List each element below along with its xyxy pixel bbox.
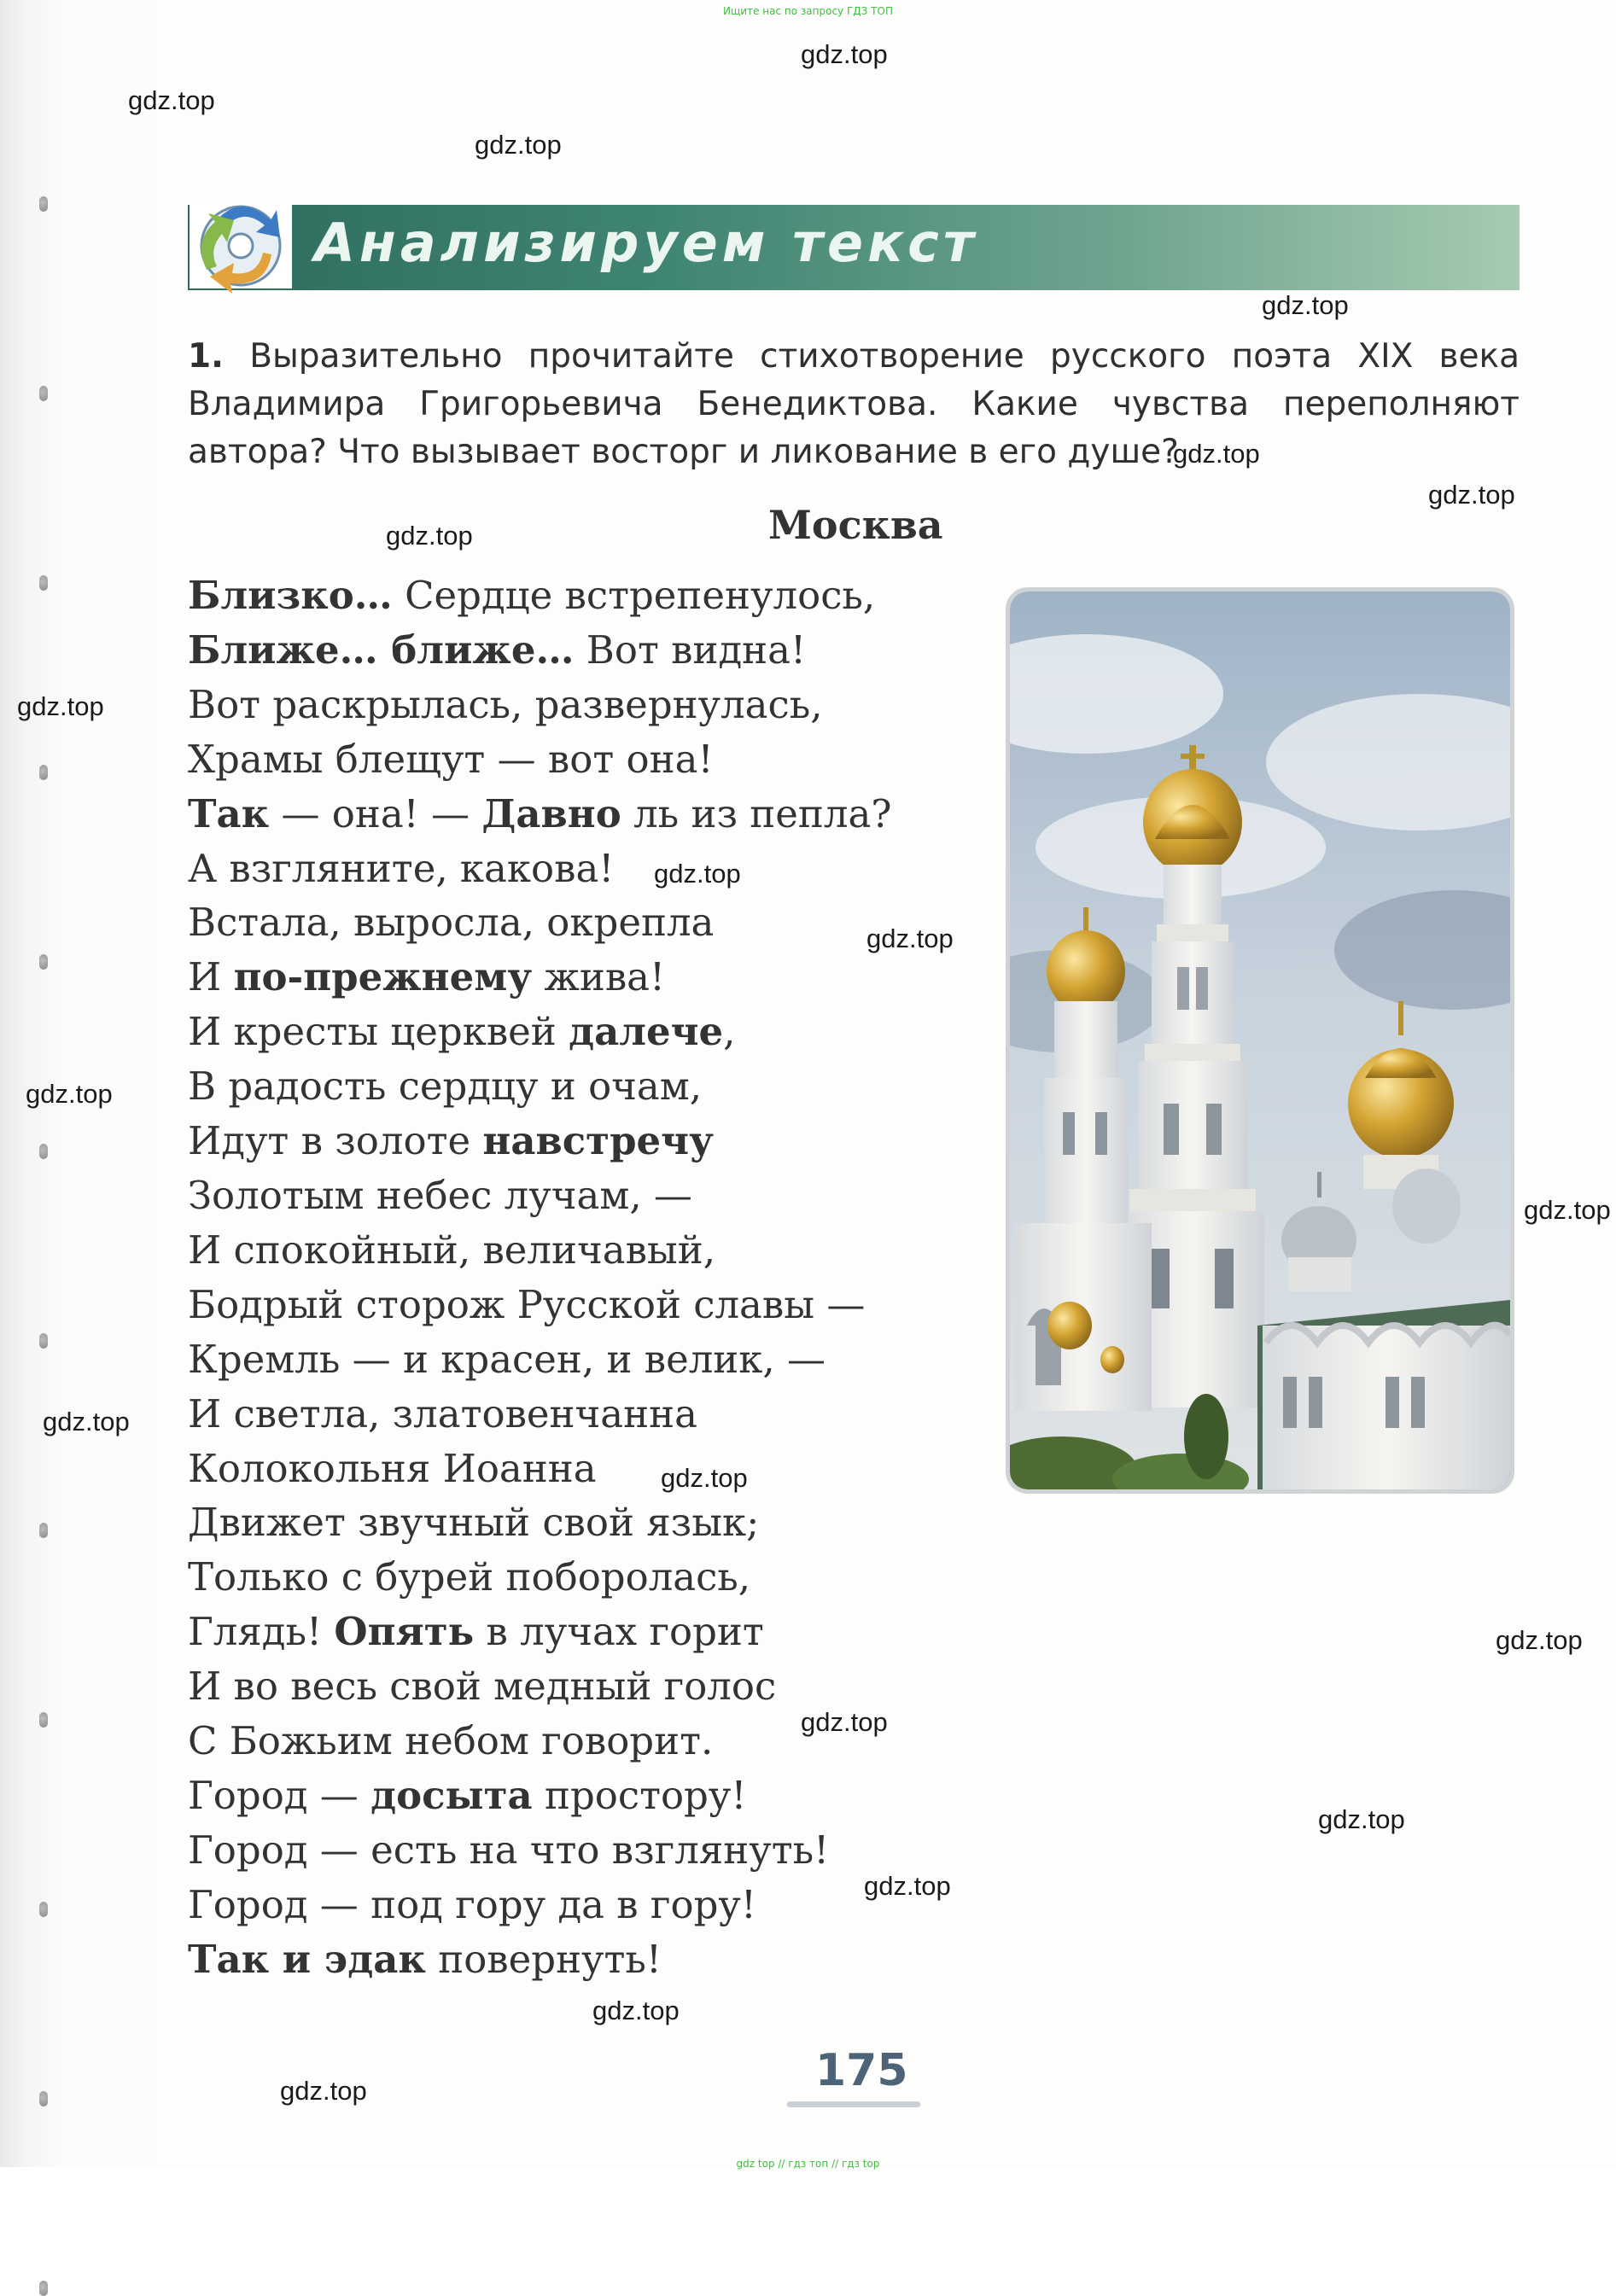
poem-line (188, 1223, 1007, 1278)
binding-hole (39, 1902, 48, 1917)
poem-text: Кремль — и красен, и велик, — (188, 1336, 826, 1382)
watermark: gdz.top (386, 521, 473, 551)
poem-line (188, 1332, 1007, 1387)
poem-line (188, 787, 1007, 842)
watermark: gdz.top (661, 1463, 748, 1493)
binding-hole (39, 954, 48, 970)
poem-line (188, 1659, 1007, 1714)
watermark: gdz.top (17, 691, 104, 721)
poem-line (188, 678, 1007, 732)
watermark: gdz.top (864, 1871, 951, 1901)
poem-line (188, 1605, 1007, 1659)
poem-text: И спокойный, величавый, (188, 1227, 716, 1273)
binding-holes (32, 34, 53, 2066)
watermark: gdz.top (866, 924, 954, 953)
kremlin-photo (1006, 587, 1514, 1494)
poem-text: Храмы блещут — вот она! (188, 736, 714, 782)
poem-text: ль из пепла? (621, 790, 892, 836)
poem-line (188, 1059, 1007, 1114)
poem-line (188, 1114, 1007, 1168)
watermark: gdz.top (475, 130, 562, 160)
binding-hole (39, 1523, 48, 1538)
section-title: Анализируем текст (314, 212, 978, 274)
poem-line (188, 732, 1007, 787)
poem-text: И во весь свой медный голос (188, 1664, 777, 1710)
poem-bold-word: Так (188, 790, 270, 836)
poem-line (188, 1495, 1007, 1550)
poem-bold-word: Ближе… ближе… (188, 626, 575, 673)
binding-hole (39, 575, 48, 591)
binding-hole (39, 2091, 48, 2107)
poem-bold-word: Близко… (188, 573, 393, 618)
poem-text: Город — под гору да в гору! (188, 1881, 756, 1927)
poem-line (188, 1168, 1007, 1223)
binding-hole (39, 386, 48, 401)
poem-text: Город — есть на что взглянуть! (188, 1827, 830, 1873)
poem-title: Москва (768, 502, 943, 548)
poem-text: Идут в золоте (188, 1118, 483, 1164)
poem-text: жива! (532, 954, 666, 1000)
watermark: gdz.top (1262, 290, 1349, 320)
binding-hole (39, 765, 48, 780)
poem-line (188, 1550, 1007, 1605)
watermark: gdz.top (654, 859, 741, 889)
poem-text: Встала, выросла, окрепла (188, 900, 715, 946)
watermark: gdz.top (801, 1707, 888, 1737)
watermark: gdz.top (43, 1407, 130, 1436)
analysis-arrows-icon (190, 188, 292, 294)
poem-text: Вот раскрылась, развернулась, (188, 681, 823, 727)
poem-text: В радость сердцу и очам, (188, 1064, 703, 1110)
poem-bold-word: досыта (370, 1772, 533, 1818)
poem-line (188, 842, 1007, 896)
task-paragraph (188, 333, 1520, 476)
poem-text: повернуть! (425, 1936, 662, 1982)
section-banner (188, 205, 1520, 290)
poem-bold-word: Опять (334, 1609, 475, 1655)
poem-line (188, 1932, 1007, 1987)
poem-text: Сердце встрепенулось, (392, 573, 876, 618)
watermark: gdz.top (592, 1996, 680, 2025)
poem-text: , (723, 1009, 736, 1055)
poem-line (188, 1278, 1007, 1332)
poem-text: Колокольня Иоанна (188, 1445, 597, 1491)
poem-bold-word: далече (569, 1009, 724, 1055)
kremlin-illustration (1010, 591, 1510, 1489)
poem-text: Вот видна! (574, 626, 807, 673)
poem-text: простору! (532, 1772, 747, 1818)
watermark: gdz.top (128, 85, 215, 115)
poem-line (188, 1823, 1007, 1878)
watermark: gdz.top (1173, 439, 1260, 469)
poem-bold-word: навстречу (482, 1118, 714, 1164)
poem-line (188, 950, 1007, 1005)
watermark: gdz.top (801, 39, 888, 69)
poem-text: А взгляните, какова! (188, 845, 615, 891)
watermark: gdz.top (1524, 1195, 1611, 1225)
watermark: gdz.top (1428, 480, 1515, 510)
poem-text: И кресты церквей (188, 1009, 569, 1055)
poem-line (188, 1005, 1007, 1059)
poem-line (188, 1769, 1007, 1823)
poem-text: Бодрый сторож Русской славы — (188, 1281, 866, 1327)
poem-text: С Божьим небом говорит. (188, 1718, 714, 1764)
binding-hole (39, 1333, 48, 1349)
poem-text: Только с бурей поборолась, (188, 1554, 751, 1600)
bottom-links[interactable]: gdz top // гдз топ // гдз top (736, 2158, 880, 2170)
poem-text: И (188, 954, 234, 1000)
poem-bold-word: по-прежнему (233, 954, 533, 1000)
poem-line (188, 623, 1007, 678)
poem-bold-word: Давно (481, 790, 621, 836)
watermark: gdz.top (280, 2076, 367, 2106)
watermark: gdz.top (1318, 1804, 1405, 1834)
poem-text: в лучах горит (474, 1609, 764, 1655)
poem-text: Движет звучный свой язык; (188, 1500, 760, 1546)
watermark: gdz.top (1496, 1625, 1583, 1655)
poem-line (188, 1387, 1007, 1442)
page-number: 175 (815, 2045, 908, 2096)
task-text: Выразительно прочитайте стихотворение русского поэта XIX века Владимира Григорьевича Бенедиктова. Какие чувства переполняют автора? Что вызывает восторг и ликование в его душе? (188, 337, 1520, 471)
poem-text: Глядь! (188, 1609, 335, 1655)
poem-bold-word: Так и эдак (188, 1936, 426, 1982)
watermark: gdz.top (26, 1079, 113, 1109)
poem-text: Золотым небес лучам, — (188, 1172, 692, 1218)
poem-text: Город — (188, 1772, 371, 1818)
poem-body (188, 568, 1007, 1987)
poem-line (188, 568, 1007, 623)
binding-hole (39, 196, 48, 212)
poem-text: И светла, златовенчанна (188, 1390, 697, 1436)
poem-line (188, 1442, 1007, 1496)
binding-hole (39, 1712, 48, 1728)
binding-hole (39, 2281, 48, 2296)
top-search-hint[interactable]: Ищите нас по запросу ГДЗ ТОП (723, 5, 893, 17)
task-number: 1. (188, 337, 224, 376)
page-number-underline (787, 2101, 920, 2107)
poem-text: — она! — (269, 790, 482, 836)
binding-hole (39, 1144, 48, 1159)
